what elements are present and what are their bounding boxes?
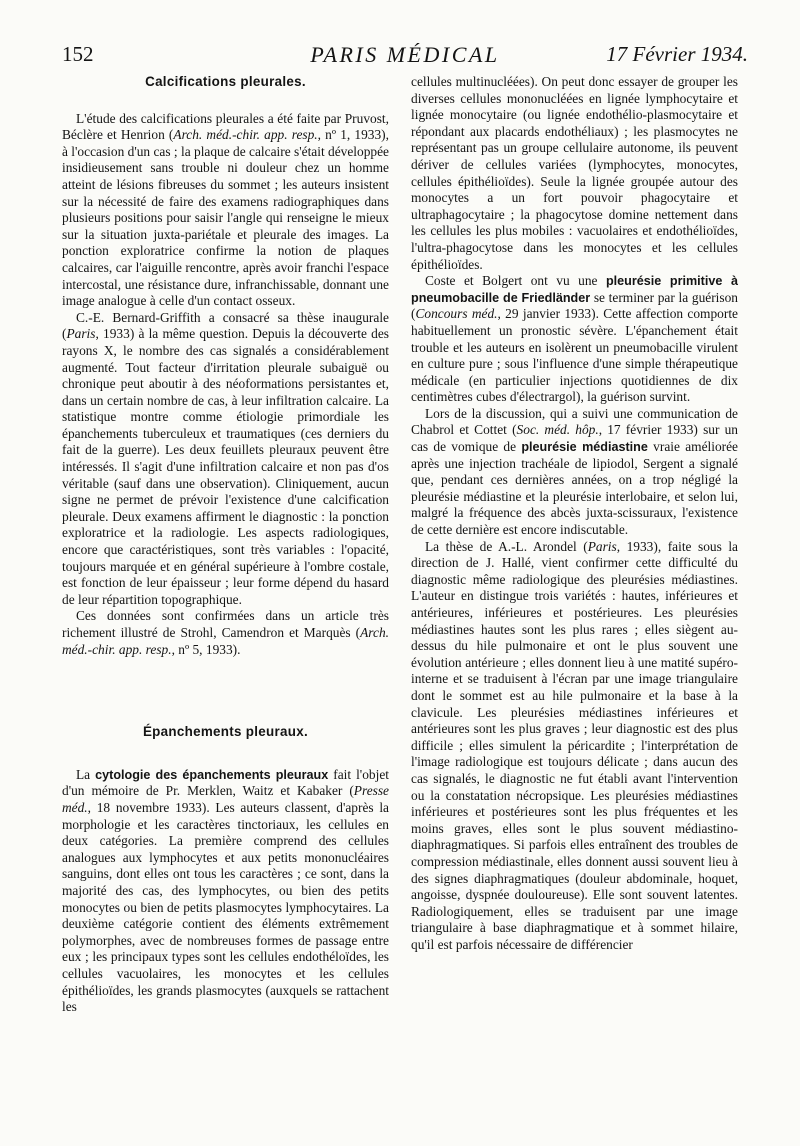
paragraph-strohl: Ces données sont confirmées dans un article très richement illustré de Strohl, Camendron et Marquès (Arch. méd.-chir. app. resp., nº 5, 1933). — [62, 608, 389, 657]
keyword: pleurésie médiastine — [521, 440, 648, 455]
citation: Presse méd. — [62, 783, 389, 815]
paragraph-coste-bolgert: Coste et Bolgert ont vu une pleurésie primitive à pneumobacille de Friedländer se terminer par la guérison (Concours méd., 29 janvier 1933). Cette affection comporte habituellement un pronostic sévère. L'épanchement était trouble et les auteurs en isolèrent un pneumobacille virulent en culture pure ; sous l'influence d'une simple thérapeutique médicale (en particulier injections quotidiennes de dix centimètres cubes d'électrargol), la guérison survint. — [411, 273, 738, 405]
paragraph-cytologie: La cytologie des épanchements pleuraux fait l'objet d'un mémoire de Pr. Merklen, Waitz et Kabaker (Presse méd., 18 novembre 1933). Les auteurs classent, d'après la morphologie et les caractères tinctoriaux, les cellules en deux catégories. La première comprend des cellules analogues aux lymphocytes et aux petits mononucléaires sanguins, dont elles ont tous les caractères ; ce sont, dans la majorité des cas, des lymphocytes, ou bien des petits monocytes ou bien de petits plasmocytes lymphocytaires. La deuxième catégorie contient des éléments extrêmement polymorphes, avec de nombreuses formes de passage entre eux ; les principaux types sont les cellules endothéloïdes, les cellules vacuolaires, les monocytes et les cellules épithélioïdes, les grands plasmocytes (auxquels se rattachent les — [62, 766, 389, 1015]
paragraph-bernard-griffith: C.-E. Bernard-Griffith a consacré sa thèse inaugurale (Paris, 1933) à la même question. Depuis la découverte des rayons X, le nombre des cas signalés a considérablement augmenté. Tout facteur d'irritation pleurale subaiguë ou chronique peut aboutir à des néoformations persistantes et, dans un certain nombre de cas, à leur infiltration calcaire. La statistique montre comme étiologie primordiale les épanchements tuberculeux et traumatiques (ces derniers du fait de la guerre). Les deux feuillets pleuraux peuvent être intéressés. Il s'agit d'une infiltration calcaire et non pas d'os véritable (sauf dans une observation). Cliniquement, aucun signe ne permet de prévoir l'existence d'une calcification pleurale. Deux examens affirment le diagnostic : la ponction exploratrice et la radiologie. Les aspects radiologiques, encore que caractéristiques, sont très variables : l'opacité, toujours marquée et en général supérieure à l'ombre costale, est fonction de leur épaisseur ; leur forme dépend du hasard de leur répartition topographique. — [62, 309, 389, 607]
citation: Arch. méd.-chir. app. resp. — [173, 127, 318, 143]
paragraph-pruvost: L'étude des calcifications pleurales a été faite par Pruvost, Béclère et Henrion (Arch. méd.-chir. app. resp., nº 1, 1933), à l'occasion d'un cas ; la plaque de calcaire s'était développée insidieusement sans trouble ni douleur chez un homme atteint de lésions fibreuses du sommet ; les auteurs insistent sur la nécessité de faire des examens radiographiques dans plusieurs positions pour saisir l'angle qui renseigne le mieux sur la situation juxta-pariétale et pleurale des images. La ponction exploratrice confirme la notion de plaques calcaires, car l'aiguille rencontre, après avoir franchi l'espace intercostal, une résistance dure, infranchissable, donnant une image analogue à celle d'un contact osseux. — [62, 110, 389, 309]
journal-title: PARIS MÉDICAL — [310, 42, 500, 67]
citation: Arch. méd.-chir. app. resp. — [62, 625, 389, 657]
section-title-calcifications: Calcifications pleurales. — [145, 74, 306, 89]
citation: Concours méd. — [415, 306, 498, 322]
paragraph-arondel: La thèse de A.-L. Arondel (Paris, 1933), faite sous la direction de J. Hallé, vient confirmer cette difficulté du diagnostic même radiologique des pleurésies médiastines. L'auteur en distingue trois variétés : hautes, inférieures et antérieures, inférieures et postérieures. Les pleurésies médiastines hautes sont les plus rares ; elles siègent au-dessus du hile pulmonaire et ont le plus souvent une évolution antérieure ; elles donnent lieu à une matité supéro-interne et se traduisent à l'écran par une image triangulaire dont le sommet est au hile pulmonaire et la base à la clavicule. Les pleurésies médiastines inférieures et antérieures sont les plus graves ; leur diagnostic est des plus difficile ; elles simulent la péricardite ; l'interprétation de l'image radiologique est toujours délicate ; dans aucun des cas signalés, le diagnostic ne fut établi avant l'intervention ou la constatation nécropsique. Les pleurésies médiastines inférieures et postérieures sont les plus fréquentes et les moins graves, elles sont le plus souvent médiastino-diaphragmatiques. Si parfois elles entraînent des troubles de compression médiastinale, elles donnent aussi souvent lieu à des signes diaphragmatiques (douleur abdominale, hoquet, angoisse, dyspnée douloureuse). Elle sont souvent latentes. Radiologiquement, elles se traduisent par une image triangulaire à base diaphragmatique et à sommet hilaire, qu'il est parfois nécessaire de différencier — [411, 538, 738, 952]
citation: Paris — [66, 326, 96, 342]
left-column — [62, 74, 389, 1016]
section-title-epanchements: Épanchements pleuraux. — [142, 724, 309, 740]
keyword: pleurésie primitive à pneumobacille de Friedländer — [411, 274, 738, 305]
paragraph-chabrol-cottet: Lors de la discussion, qui a suivi une communication de Chabrol et Cottet (Soc. méd. hôp., 17 février 1933) sur un cas de vomique de pleurésie médiastine vraie améliorée après une injection trachéale de lipiodol, Sergent a signalé que, pendant ces dernières années, on a trop négligé la pleurésie médiastine et la pleurésie interlobaire, et selon lui, malgré la fréquence des abcès juxta-scissuraux, l'existence de cette dernière est encore indiscutable. — [411, 405, 739, 538]
issue-date: 17 Février 1934. — [606, 42, 748, 66]
paragraph-continuation: cellules multinucléées). On peut donc essayer de grouper les diverses cellules mononucléées en lignée lymphocytaire et lignée monocytaire (ou lignée endothélio-plasmocytaire et répondant aux placards endothéliaux) ; les plasmocytes ne représentant pas un groupe cellulaire autonome, ils peuvent dériver de cellules variées (lymphocytes, monocytes, cellules épithélioïdes). Seule la lignée groupée autour des monocytes a un fort pouvoir phagocytaire et ultraphagocytaire ; la phagocytose domine nettement dans les cellules les plus mobiles : vacuolaires et endothélioïdes, l'ultra-phagocytose dans les monocytes et les cellules épithélioïdes. — [411, 74, 738, 272]
citation: Paris — [587, 538, 617, 554]
right-column — [411, 74, 738, 953]
keyword: cytologie des épanchements pleuraux — [95, 767, 329, 782]
page-number: 152 — [62, 42, 94, 66]
citation: Soc. méd. hôp. — [516, 422, 599, 438]
